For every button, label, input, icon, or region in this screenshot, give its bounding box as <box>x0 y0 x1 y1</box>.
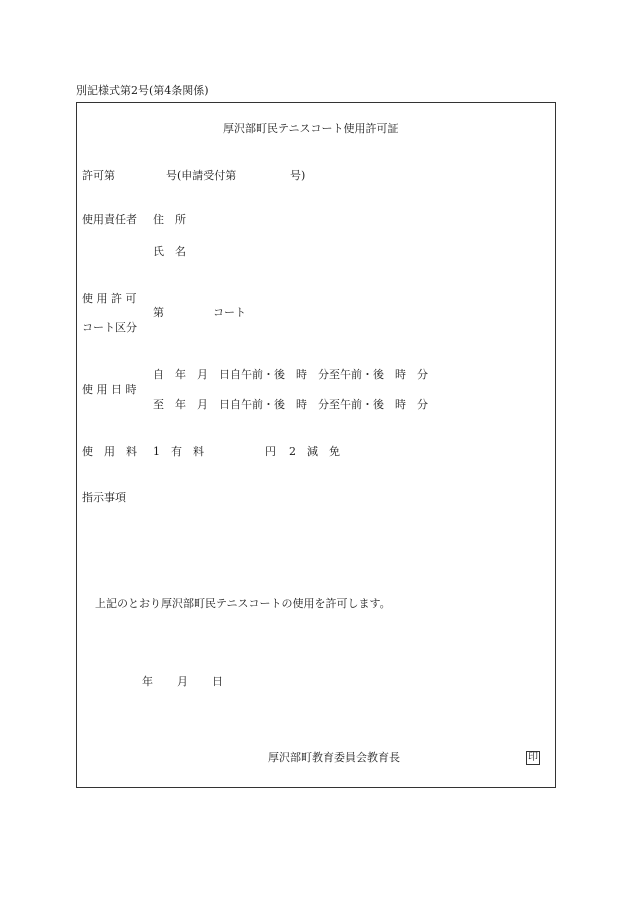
form-reference: 別記様式第2号(第4条関係) <box>76 84 209 97</box>
issuer-title: 厚沢部町教育委員会教育長 <box>268 751 400 764</box>
usage-date-label: 使 用 日 時 <box>82 383 137 396</box>
usage-date-from: 自 年 月 日自午前・後 時 分至午前・後 時 分 <box>153 368 428 381</box>
permit-application-number-label: 号(申請受付第 <box>166 169 237 182</box>
permit-number-end: 号) <box>290 169 306 182</box>
address-label: 住 所 <box>153 213 186 226</box>
date-day: 日 <box>212 675 223 688</box>
date-year: 年 <box>142 675 153 688</box>
court-label-line2: コート区分 <box>82 321 137 334</box>
name-label: 氏 名 <box>153 245 186 258</box>
responsible-person-label: 使用責任者 <box>82 213 137 226</box>
fee-exempt-option: 2 減 免 <box>289 445 340 458</box>
fee-yen-unit: 円 <box>265 445 276 458</box>
court-number-prefix: 第 <box>153 306 164 319</box>
court-label-line1: 使 用 許 可 <box>82 292 137 305</box>
fee-label: 使 用 料 <box>82 445 137 458</box>
court-number-suffix: コート <box>213 306 246 319</box>
permission-statement: 上記のとおり厚沢部町民テニスコートの使用を許可します。 <box>95 597 391 610</box>
permit-number-label: 許可第 <box>82 169 115 182</box>
fee-paid-option: 1 有 料 <box>153 445 204 458</box>
instructions-label: 指示事項 <box>82 491 126 504</box>
document-title: 厚沢部町民テニスコート使用許可証 <box>223 122 399 135</box>
usage-date-to: 至 年 月 日自午前・後 時 分至午前・後 時 分 <box>153 398 428 411</box>
official-seal: 印 <box>528 752 538 763</box>
date-month: 月 <box>177 675 188 688</box>
